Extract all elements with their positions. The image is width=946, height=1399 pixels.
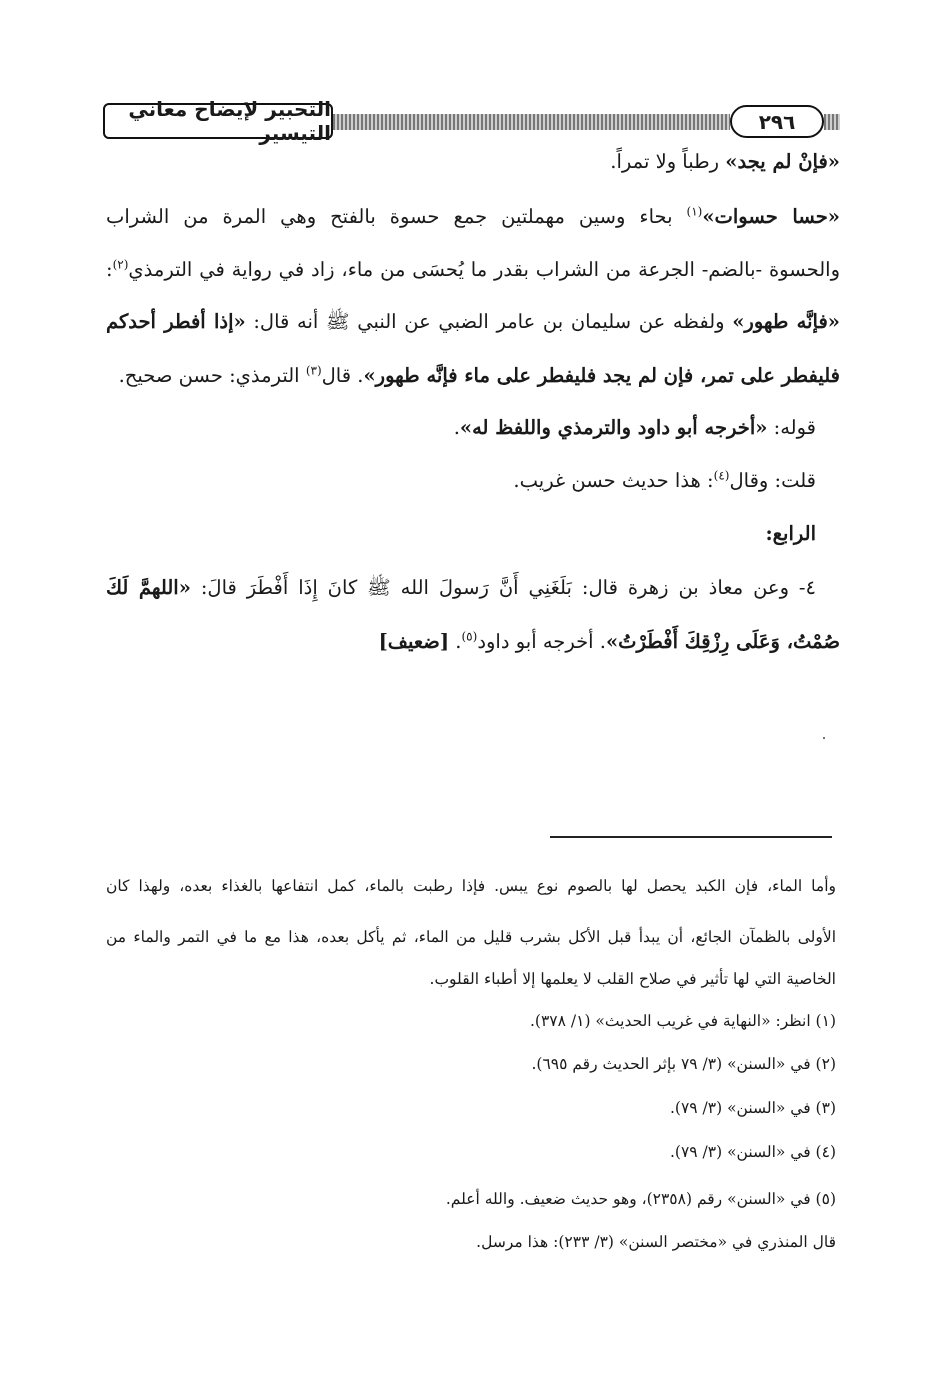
footnote-item: (٤) في «السنن» (٣/ ٧٩). [669,1143,836,1161]
text-run: والحسوة -بالضم- الجرعة من الشراب بقدر ما يُحسَى من ماء، زاد في رواية في الترمذي [128,258,840,281]
text-run: ولفظه عن سليمان بن عامر الضبي عن النبي ﷺ أنه قال: [245,310,733,333]
book-title: التحبير لإيضاح معاني التيسير [103,103,333,139]
text-line-10 [106,622,840,662]
footnote-line: وأما الماء، فإن الكبد يحصل لها بالصوم نوع يبس. فإذا رطبت بالماء، كمل انتفاعها بالغذاء بعده، ولهذا كان [106,877,836,895]
footnote-item: (٣) في «السنن» (٣/ ٧٩). [669,1099,836,1117]
footnote-divider [550,836,832,838]
text-line-9 [106,568,840,608]
text-run: : هذا حديث حسن غريب. [513,469,714,492]
text-line-6 [106,408,840,448]
quote-bold: فليفطر على تمر، فإن لم يجد فليفطر على ماء فإنَّه طهور» [363,364,840,387]
footnote-ref: (٤) [713,468,730,483]
footnote-ref: (٣) [305,363,322,378]
grade-label: [ضعيف] [378,630,450,653]
footnote-item: (١) انظر: «النهاية في غريب الحديث» (١/ ٣٧٨). [530,1012,836,1030]
section-heading: الرابع: [765,522,816,545]
footnote-ref: (٥) [461,629,478,644]
footnote-item: (٥) في «السنن» رقم (٢٣٥٨)، وهو حديث ضعيف. والله أعلم. [445,1190,836,1208]
footnote-line: قال المنذري في «مختصر السنن» (٣/ ٢٣٣): هذا مرسل. [476,1233,836,1251]
text-run: قلت: وقال [729,469,816,492]
text-run: . [449,630,462,653]
quote-bold: «فإنْ لم يجد» [725,150,840,173]
text-run: . [453,416,460,439]
text-line-5 [106,356,840,396]
text-line-7 [106,461,840,501]
text-line-2 [106,197,840,237]
text-run: بحاء وسين مهملتين جمع حسوة بالفتح وهي المرة من الشراب [106,205,687,228]
footnote-ref: (٢) [112,257,129,272]
text-run: قوله: [767,416,816,439]
text-run: الترمذي: حسن صحيح. [118,364,306,387]
quote-bold: «حسا حسوات» [702,205,840,228]
quote-bold: «إذا أفطر أحدكم [106,310,246,333]
footnote-ref: (١) [686,204,703,219]
text-run: . أخرجه أبو داود [477,630,606,653]
page-number: ٢٩٦ [730,105,824,138]
text-line-4 [106,302,840,342]
text-run: : [106,258,113,281]
footnote-line: الخاصية التي لها تأثير في صلاح القلب لا يعلمها إلا أطباء القلوب. [429,970,836,988]
text-line-1 [106,142,840,182]
footnote-item: (٢) في «السنن» (٣/ ٧٩ بإثر الحديث رقم ٦٩٥). [531,1055,836,1073]
main-text [106,0,840,700]
quote-bold: «اللهمَّ لَكَ [106,576,191,599]
quote-bold: «فإنَّه طهور» [732,310,840,333]
quote-bold: صُمْتُ، وَعَلَى رِزْقِكَ أَفْطَرْتُ» [605,630,840,653]
text-line-3 [106,250,840,290]
quote-bold: «أخرجه أبو داود والترمذي واللفظ له» [459,416,768,439]
footnote-line: الأولى بالظمآن الجائع، أن يبدأ قبل الأكل بشرب قليل من الماء، ثم يأكل بعده، هذا مع ما في التمر والماء من [106,928,836,946]
text-run: . قال [321,364,364,387]
text-run: ٤- وعن معاذ بن زهرة قال: بَلَغَنِي أَنَّ رَسولَ الله ﷺ كانَ إِذَا أَفْطَرَ قالَ: [190,576,817,599]
stray-mark [823,737,825,739]
text-run: رطباً ولا تمراً. [610,150,726,173]
